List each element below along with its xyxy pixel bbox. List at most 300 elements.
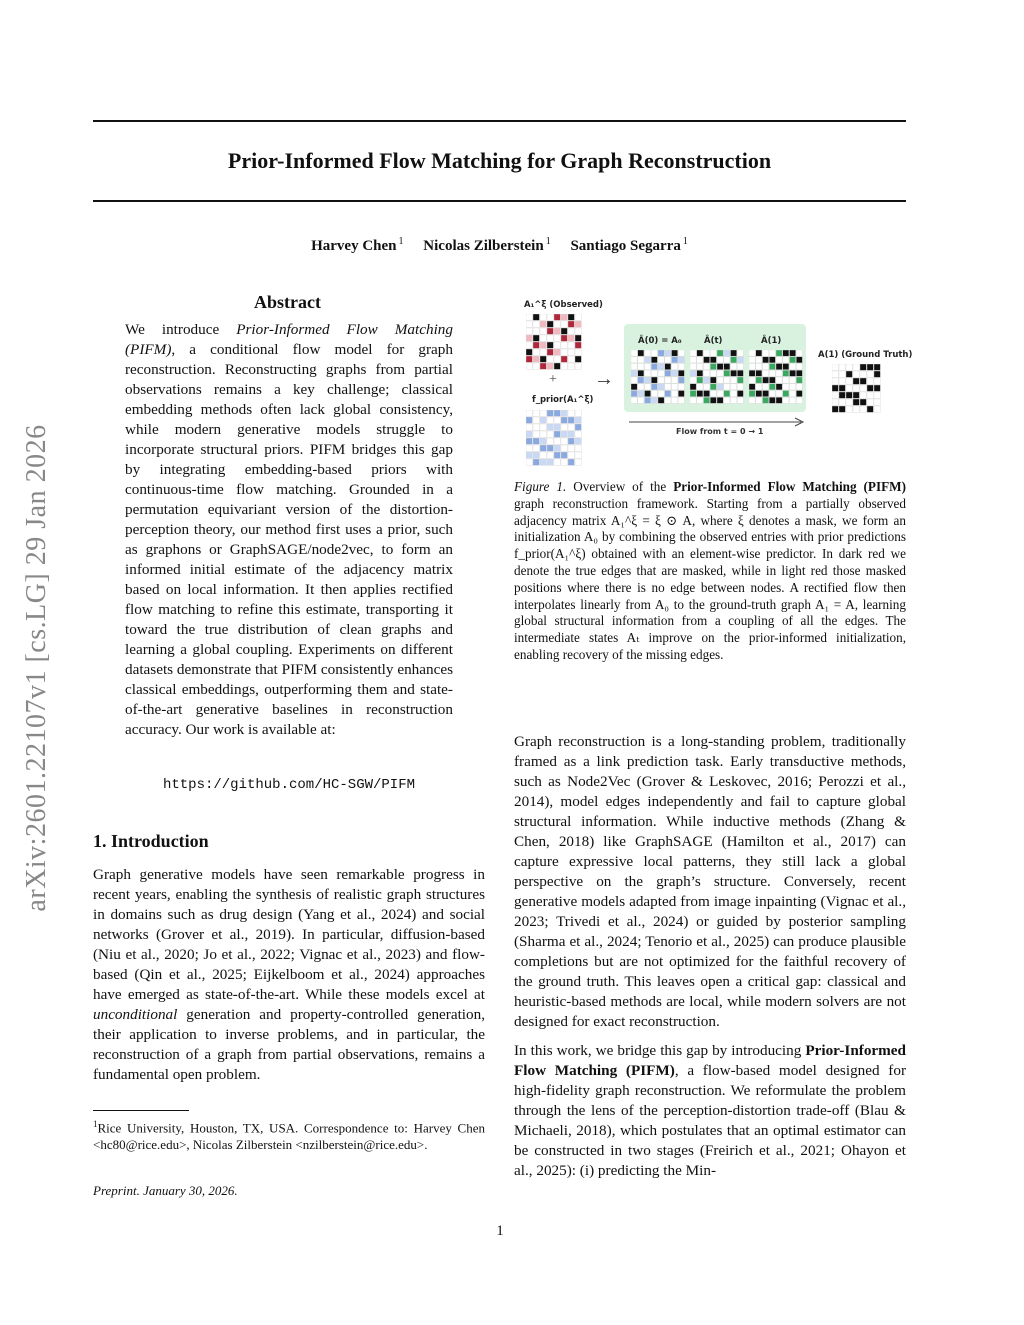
matrix-cell	[678, 391, 684, 397]
matrix-cell	[697, 364, 703, 370]
matrix-cell	[568, 438, 574, 444]
matrix-cell	[526, 459, 532, 465]
matrix-cell	[832, 378, 838, 384]
matrix-cell	[651, 350, 657, 356]
matrix-cell	[678, 350, 684, 356]
matrix-cell	[763, 370, 769, 376]
matrix-cell	[839, 371, 845, 377]
matrix-cell	[631, 350, 637, 356]
author: Nicolas Zilberstein $^1$	[423, 236, 551, 254]
matrix-cell	[874, 406, 880, 412]
matrix-cell	[658, 391, 664, 397]
matrix-cell	[867, 406, 873, 412]
observed-matrix	[526, 314, 582, 370]
matrix-a0	[631, 350, 685, 404]
matrix-cell	[526, 410, 532, 416]
matrix-cell	[796, 370, 802, 376]
matrix-cell	[853, 364, 859, 370]
matrix-cell	[790, 384, 796, 390]
matrix-cell	[651, 364, 657, 370]
matrix-cell	[832, 392, 838, 398]
matrix-cell	[704, 357, 710, 363]
matrix-cell	[575, 459, 581, 465]
matrix-cell	[638, 370, 644, 376]
matrix-cell	[724, 384, 730, 390]
matrix-cell	[568, 314, 574, 320]
matrix-cell	[631, 377, 637, 383]
matrix-cell	[672, 350, 678, 356]
matrix-cell	[554, 424, 560, 430]
matrix-cell	[547, 431, 553, 437]
matrix-cell	[554, 431, 560, 437]
matrix-cell	[756, 350, 762, 356]
matrix-cell	[645, 391, 651, 397]
matrix-cell	[796, 364, 802, 370]
matrix-cell	[678, 384, 684, 390]
matrix-cell	[568, 321, 574, 327]
matrix-cell	[690, 391, 696, 397]
matrix-cell	[749, 391, 755, 397]
matrix-cell	[697, 370, 703, 376]
matrix-cell	[769, 397, 775, 403]
matrix-cell	[526, 335, 532, 341]
matrix-cell	[853, 406, 859, 412]
matrix-cell	[678, 370, 684, 376]
matrix-cell	[737, 397, 743, 403]
matrix-cell	[690, 370, 696, 376]
matrix-cell	[697, 350, 703, 356]
matrix-cell	[533, 342, 539, 348]
matrix-cell	[526, 363, 532, 369]
matrix-cell	[717, 357, 723, 363]
matrix-cell	[672, 384, 678, 390]
matrix-cell	[724, 397, 730, 403]
matrix-cell	[631, 391, 637, 397]
matrix-cell	[540, 424, 546, 430]
matrix-cell	[763, 391, 769, 397]
matrix-cell	[672, 397, 678, 403]
matrix-cell	[839, 385, 845, 391]
matrix-cell	[756, 391, 762, 397]
prior-matrix	[526, 410, 582, 466]
matrix-cell	[645, 370, 651, 376]
matrix-cell	[547, 417, 553, 423]
matrix-cell	[690, 377, 696, 383]
abstract-heading: Abstract	[254, 292, 321, 312]
page-number: 1	[496, 1223, 504, 1239]
matrix-cell	[672, 377, 678, 383]
matrix-cell	[749, 357, 755, 363]
matrix-cell	[575, 349, 581, 355]
matrix-cell	[832, 406, 838, 412]
matrix-cell	[846, 406, 852, 412]
matrix-cell	[561, 424, 567, 430]
matrix-cell	[776, 370, 782, 376]
matrix-cell	[874, 392, 880, 398]
matrix-cell	[783, 377, 789, 383]
matrix-cell	[867, 385, 873, 391]
matrix-cell	[665, 391, 671, 397]
matrix-cell	[790, 357, 796, 363]
matrix-cell	[717, 397, 723, 403]
matrix-cell	[874, 399, 880, 405]
matrix-cell	[658, 357, 664, 363]
matrix-cell	[547, 328, 553, 334]
matrix-cell	[547, 410, 553, 416]
matrix-cell	[860, 371, 866, 377]
matrix-cell	[561, 438, 567, 444]
matrix-cell	[645, 384, 651, 390]
matrix-cell	[860, 406, 866, 412]
matrix-cell	[697, 384, 703, 390]
author: Santiago Segarra $^1$	[570, 236, 688, 254]
matrix-cell	[731, 364, 737, 370]
matrix-cell	[561, 417, 567, 423]
matrix-cell	[860, 399, 866, 405]
matrix-cell	[540, 410, 546, 416]
right-column-text	[514, 732, 906, 1190]
matrix-cell	[867, 392, 873, 398]
matrix-cell	[540, 356, 546, 362]
matrix-cell	[526, 438, 532, 444]
matrix-cell	[769, 377, 775, 383]
matrix-cell	[731, 377, 737, 383]
matrix-cell	[678, 357, 684, 363]
matrix-cell	[540, 349, 546, 355]
figure-caption: Figure 1. Overview of the Prior-Informed Flow Matching (PIFM) graph reconstruction framework. Starting from a partially observed adjacency matrix A₁^ξ = ξ ⊙ A, where ξ denotes a mask, we form an initialization A₀ by combining the observed entries with prior predictions f_prior(A₁^ξ) obtained with an element-wise predictor. In dark red we denote the true edges that are masked, while in light red those masked positions where there is no edge between nodes. A rectified flow then interpolates linearly from A₀ to the ground-truth graph A₁ = A, learning global structural information from a coupling of all the edges. The intermediate states Aₜ improve on the prior-informed initialization, enabling recovery of the missing edges.	[514, 479, 907, 662]
matrix-cell	[710, 377, 716, 383]
matrix-cell	[790, 370, 796, 376]
matrix-cell	[737, 377, 743, 383]
matrix-cell	[763, 397, 769, 403]
matrix-cell	[678, 364, 684, 370]
matrix-cell	[561, 314, 567, 320]
matrix-cell	[710, 384, 716, 390]
matrix-cell	[737, 364, 743, 370]
matrix-cell	[731, 384, 737, 390]
matrix-cell	[575, 335, 581, 341]
matrix-cell	[867, 371, 873, 377]
matrix-cell	[860, 392, 866, 398]
matrix-cell	[561, 459, 567, 465]
preprint-note: Preprint. January 30, 2026.	[93, 1183, 238, 1198]
matrix-cell	[672, 357, 678, 363]
matrix-cell	[575, 431, 581, 437]
matrix-cell	[651, 397, 657, 403]
matrix-cell	[540, 314, 546, 320]
matrix-cell	[776, 384, 782, 390]
matrix-cell	[710, 370, 716, 376]
matrix-cell	[783, 391, 789, 397]
matrix-cell	[526, 356, 532, 362]
matrix-cell	[756, 397, 762, 403]
abstract-text: We introduce Prior-Informed Flow Matching (PIFM), a conditional flow model for graph reconstruction. Reconstructing graphs from partial observations remains a key challenge; classical embedding methods often lack global consistency, while modern generative models struggle to incorporate structural priors. PIFM bridges this gap by integrating embedding-based priors with continuous-time flow matching. Grounded in a permutation equivariant version of the distortion-perception theory, our method first uses a prior, such as graphons or GraphSAGE/node2vec, to form an informed initial estimate of the adjacency matrix based on local information. It then applies rectified flow matching to refine this estimate, transporting it toward the true distribution of clean graphs and learning a global coupling. Experiments on different datasets demonstrate that PIFM consistently enhances classical embeddings, outperforming them and state-of-the-art generative baselines in reconstruction accuracy. Our work is available at:	[125, 321, 453, 738]
matrix-cell	[547, 452, 553, 458]
matrix-cell	[717, 377, 723, 383]
matrix-cell	[724, 357, 730, 363]
matrix-cell	[796, 357, 802, 363]
matrix-cell	[839, 392, 845, 398]
matrix-cell	[547, 445, 553, 451]
matrix-cell	[690, 397, 696, 403]
matrix-cell	[853, 399, 859, 405]
matrix-cell	[547, 459, 553, 465]
matrix-cell	[645, 364, 651, 370]
matrix-cell	[783, 364, 789, 370]
matrix-cell	[710, 391, 716, 397]
matrix-cell	[554, 438, 560, 444]
matrix-cell	[704, 384, 710, 390]
matrix-cell	[853, 378, 859, 384]
matrix-cell	[526, 417, 532, 423]
flow-label: Flow from t = 0 → 1	[676, 427, 764, 436]
matrix-cell	[540, 445, 546, 451]
matrix-cell	[540, 328, 546, 334]
matrix-cell	[796, 384, 802, 390]
matrix-cell	[839, 364, 845, 370]
matrix-cell	[665, 370, 671, 376]
matrix-cell	[704, 377, 710, 383]
matrix-cell	[724, 377, 730, 383]
matrix-cell	[568, 335, 574, 341]
matrix-cell	[776, 357, 782, 363]
ground-truth-matrix	[832, 364, 882, 414]
matrix-cell	[717, 391, 723, 397]
matrix-cell	[651, 370, 657, 376]
matrix-cell	[832, 364, 838, 370]
matrix-cell	[704, 370, 710, 376]
matrix-cell	[575, 363, 581, 369]
matrix-cell	[776, 350, 782, 356]
matrix-cell	[638, 391, 644, 397]
matrix-cell	[839, 378, 845, 384]
matrix-cell	[665, 350, 671, 356]
matrix-cell	[645, 350, 651, 356]
matrix-cell	[832, 385, 838, 391]
matrix-cell	[575, 342, 581, 348]
matrix-cell	[631, 370, 637, 376]
matrix-cell	[533, 335, 539, 341]
matrix-cell	[756, 357, 762, 363]
matrix-cell	[776, 364, 782, 370]
matrix-cell	[540, 335, 546, 341]
matrix-cell	[846, 392, 852, 398]
matrix-cell	[645, 357, 651, 363]
matrix-cell	[568, 459, 574, 465]
matrix-cell	[690, 357, 696, 363]
label-prior: f_prior(A₁^ξ)	[532, 395, 594, 405]
matrix-cell	[860, 364, 866, 370]
matrix-cell	[796, 391, 802, 397]
paragraph: In this work, we bridge this gap by introducing Prior-Informed Flow Matching (PIFM), a flow-based model designed for high-fidelity graph reconstruction. We reformulate the problem through the lens of the perception-distortion trade-off (Blau & Michaeli, 2018), which postulates that an optimal estimator can be constructed in two stages (Freirich et al., 2021; Ohayon et al., 2025): (i) predicting the Min-	[514, 1042, 906, 1179]
matrix-cell	[526, 321, 532, 327]
matrix-cell	[665, 357, 671, 363]
matrix-cell	[533, 431, 539, 437]
matrix-cell	[554, 314, 560, 320]
paragraph: Graph reconstruction is a long-standing problem, traditionally framed as a link prediction task. Early transductive methods, such as Node2Vec (Grover & Leskovec, 2016; Perozzi et al., 2014), model edges independently and fail to capture global structural information. While inductive methods (Zhang & Chen, 2018) like GraphSAGE (Hamilton et al., 2017) can capture expressive local patterns, they still lack a global perspective on the graph’s structure. Conversely, recent generative models adapted from image inpainting (Vignac et al., 2023; Trivedi et al., 2024) or guided by posterior sampling (Sharma et al., 2024; Tenorio et al., 2025) can produce plausible completions but are not optimized for the faithful recovery of the ground truth. This leaves open a critical gap: classical and heuristic-based methods are local, while modern solvers are not designed for exact reconstruction.	[514, 733, 906, 1030]
matrix-cell	[651, 357, 657, 363]
matrix-cell	[575, 321, 581, 327]
matrix-cell	[568, 328, 574, 334]
matrix-cell	[533, 410, 539, 416]
matrix-cell	[763, 384, 769, 390]
matrix-cell	[526, 452, 532, 458]
matrix-cell	[867, 364, 873, 370]
plus-sign: +	[549, 372, 557, 387]
matrix-cell	[561, 349, 567, 355]
label-observed: A₁^ξ (Observed)	[524, 300, 603, 310]
matrix-cell	[749, 364, 755, 370]
matrix-cell	[638, 364, 644, 370]
matrix-cell	[533, 349, 539, 355]
matrix-cell	[710, 397, 716, 403]
affiliation-footnote: $^1$Rice University, Houston, TX, USA. Correspondence to: Harvey Chen <hc80@rice.edu>, Nicolas Zilberstein <nzilberstein@rice.edu>.	[93, 1119, 485, 1153]
matrix-cell	[526, 342, 532, 348]
matrix-cell	[749, 350, 755, 356]
matrix-cell	[724, 364, 730, 370]
matrix-cell	[860, 385, 866, 391]
matrix-cell	[853, 385, 859, 391]
matrix-cell	[763, 350, 769, 356]
matrix-cell	[540, 438, 546, 444]
matrix-cell	[526, 328, 532, 334]
matrix-cell	[665, 384, 671, 390]
matrix-cell	[547, 438, 553, 444]
matrix-cell	[704, 364, 710, 370]
matrix-cell	[704, 391, 710, 397]
matrix-cell	[796, 377, 802, 383]
matrix-cell	[832, 371, 838, 377]
matrix-cell	[749, 370, 755, 376]
matrix-cell	[710, 357, 716, 363]
matrix-cell	[796, 350, 802, 356]
matrix-cell	[846, 385, 852, 391]
matrix-cell	[526, 431, 532, 437]
matrix-cell	[568, 424, 574, 430]
matrix-cell	[790, 377, 796, 383]
author: Harvey Chen $^1$	[311, 236, 404, 254]
matrix-cell	[690, 364, 696, 370]
matrix-cell	[717, 384, 723, 390]
title-rule-bottom	[93, 200, 906, 202]
author-list	[93, 236, 906, 255]
matrix-cell	[638, 377, 644, 383]
matrix-cell	[717, 364, 723, 370]
matrix-cell	[731, 357, 737, 363]
matrix-cell	[554, 321, 560, 327]
matrix-cell	[704, 397, 710, 403]
matrix-cell	[783, 357, 789, 363]
matrix-cell	[568, 445, 574, 451]
matrix-cell	[731, 397, 737, 403]
matrix-cell	[846, 371, 852, 377]
matrix-cell	[568, 342, 574, 348]
matrix-cell	[658, 377, 664, 383]
paper-title: Prior-Informed Flow Matching for Graph Reconstruction	[227, 148, 772, 173]
matrix-cell	[554, 335, 560, 341]
matrix-cell	[724, 370, 730, 376]
matrix-cell	[568, 410, 574, 416]
intro-paragraph: Graph generative models have seen remarkable progress in recent years, enabling the synthesis of realistic graph structures in domains such as drug design (Yang et al., 2024) and social networks (Grover et al., 2019). In particular, diffusion-based (Niu et al., 2020; Jo et al., 2022; Vignac et al., 2023) and flow-based (Qin et al., 2025; Eijkelboom et al., 2024) approaches have emerged as state-of-the-art. While these models excel at unconditional generation and property-controlled generation, their application to inverse problems, and in particular, the reconstruction of a graph from partial observations, remains a fundamental open problem.	[93, 866, 485, 1083]
matrix-cell	[704, 350, 710, 356]
matrix-cell	[631, 384, 637, 390]
matrix-cell	[547, 424, 553, 430]
matrix-cell	[756, 364, 762, 370]
matrix-cell	[568, 363, 574, 369]
matrix-cell	[756, 384, 762, 390]
matrix-cell	[737, 384, 743, 390]
matrix-cell	[575, 356, 581, 362]
matrix-cell	[867, 399, 873, 405]
arrow-icon: →	[594, 368, 614, 390]
matrix-cell	[638, 350, 644, 356]
matrix-cell	[776, 397, 782, 403]
matrix-cell	[846, 378, 852, 384]
matrix-cell	[533, 314, 539, 320]
matrix-cell	[853, 371, 859, 377]
matrix-cell	[540, 452, 546, 458]
matrix-cell	[561, 335, 567, 341]
footnote-rule	[93, 1110, 189, 1111]
matrix-cell	[737, 350, 743, 356]
matrix-cell	[717, 370, 723, 376]
matrix-cell	[724, 391, 730, 397]
code-url-link[interactable]: https://github.com/HC-SGW/PIFM	[162, 777, 416, 793]
matrix-cell	[554, 349, 560, 355]
arxiv-identifier: arXiv:2601.22107v1 [cs.LG] 29 Jan 2026	[21, 424, 52, 912]
matrix-cell	[651, 377, 657, 383]
matrix-cell	[658, 397, 664, 403]
matrix-cell	[763, 377, 769, 383]
matrix-cell	[665, 397, 671, 403]
matrix-cell	[554, 417, 560, 423]
matrix-cell	[540, 459, 546, 465]
matrix-cell	[533, 424, 539, 430]
matrix-cell	[769, 370, 775, 376]
matrix-cell	[547, 363, 553, 369]
matrix-cell	[533, 445, 539, 451]
matrix-cell	[710, 350, 716, 356]
matrix-cell	[749, 384, 755, 390]
matrix-cell	[853, 392, 859, 398]
matrix-cell	[540, 363, 546, 369]
matrix-cell	[533, 459, 539, 465]
matrix-cell	[710, 364, 716, 370]
matrix-cell	[697, 391, 703, 397]
matrix-cell	[697, 377, 703, 383]
matrix-cell	[554, 452, 560, 458]
matrix-cell	[575, 410, 581, 416]
matrix-cell	[547, 342, 553, 348]
matrix-cell	[846, 399, 852, 405]
matrix-cell	[575, 438, 581, 444]
label-ground-truth: A(1) (Ground Truth)	[818, 350, 913, 360]
matrix-cell	[874, 385, 880, 391]
matrix-cell	[547, 356, 553, 362]
matrix-cell	[731, 350, 737, 356]
matrix-cell	[832, 399, 838, 405]
matrix-cell	[561, 321, 567, 327]
matrix-cell	[533, 328, 539, 334]
matrix-cell	[526, 349, 532, 355]
matrix-cell	[763, 357, 769, 363]
matrix-cell	[547, 349, 553, 355]
section-heading-introduction: 1. Introduction	[93, 831, 209, 851]
matrix-cell	[783, 384, 789, 390]
matrix-cell	[533, 438, 539, 444]
matrix-cell	[645, 397, 651, 403]
matrix-cell	[874, 364, 880, 370]
